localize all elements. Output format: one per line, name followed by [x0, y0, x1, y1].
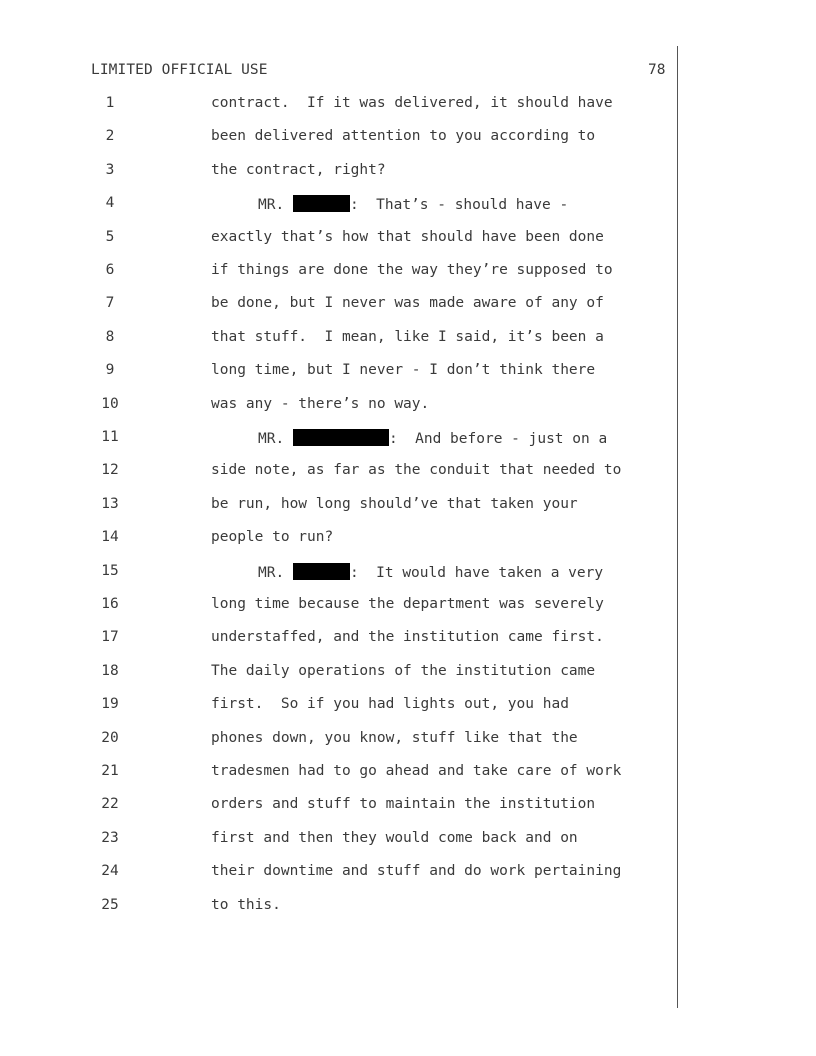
- speaker-prefix: MR.: [258, 564, 285, 581]
- line-text: their downtime and stuff and do work pertaining: [211, 863, 622, 880]
- line-number: 24: [101, 863, 119, 880]
- transcript-line: [0, 295, 816, 317]
- speech-text: : And before - just on a: [388, 431, 608, 447]
- line-text: if things are done the way they’re supposed to: [211, 262, 613, 278]
- line-number: 23: [101, 829, 119, 846]
- line-number: 15: [101, 562, 119, 579]
- line-number: 18: [101, 662, 119, 679]
- line-text: the contract, right?: [211, 161, 386, 178]
- line-text: contract. If it was delivered, it should have: [211, 95, 613, 111]
- line-text: orders and stuff to maintain the institution: [211, 796, 596, 813]
- line-text: be run, how long should’ve that taken your: [211, 495, 578, 512]
- speaker-prefix: MR.: [258, 197, 285, 214]
- transcript-line: [0, 663, 816, 685]
- line-text: was any - there’s no way.: [211, 395, 430, 412]
- transcript-line: [0, 462, 816, 484]
- line-text: people to run?: [211, 529, 334, 546]
- transcript-line: [0, 763, 816, 785]
- line-number: 11: [101, 429, 119, 445]
- line-text: that stuff. I mean, like I said, it’s been a: [211, 328, 604, 345]
- line-text: phones down, you know, stuff like that the: [211, 729, 578, 746]
- transcript-line: [0, 229, 816, 251]
- transcript-line: [0, 897, 816, 919]
- page-number: 78: [648, 62, 666, 78]
- speech-text: : That’s - should have -: [349, 197, 569, 214]
- line-number: 20: [101, 729, 119, 746]
- line-text: The daily operations of the institution came: [211, 662, 596, 679]
- line-number: 9: [105, 362, 115, 379]
- line-number: 19: [101, 696, 119, 713]
- transcript-line: [0, 195, 816, 217]
- transcript-line: [0, 730, 816, 752]
- transcript-line: [0, 529, 816, 551]
- line-text: long time because the department was severely: [211, 596, 604, 612]
- line-text: exactly that’s how that should have been done: [211, 228, 604, 245]
- line-text: to this.: [211, 896, 281, 913]
- line-number: 22: [101, 796, 119, 813]
- speech-text: : It would have taken a very: [349, 564, 604, 581]
- transcript-line: [0, 262, 816, 284]
- line-text: [258, 195, 568, 213]
- line-text: long time, but I never - I don’t think there: [211, 362, 596, 379]
- transcript-line: [0, 496, 816, 518]
- line-number: 12: [101, 462, 119, 479]
- line-number: 8: [105, 328, 115, 345]
- line-number: 6: [105, 262, 115, 278]
- line-text: first and then they would come back and on: [211, 829, 578, 846]
- line-number: 3: [105, 161, 115, 178]
- line-number: 7: [105, 295, 115, 312]
- line-text: understaffed, and the institution came first.: [211, 629, 604, 646]
- line-text: [258, 563, 603, 581]
- redaction-block: [293, 429, 389, 446]
- line-number: 25: [101, 896, 119, 913]
- line-number: 5: [105, 228, 115, 245]
- transcript-line: [0, 329, 816, 351]
- transcript-line: [0, 362, 816, 384]
- line-text: tradesmen had to go ahead and take care of work: [211, 763, 622, 779]
- line-text: first. So if you had lights out, you had: [211, 696, 569, 713]
- line-text: [258, 429, 607, 447]
- transcript-line: [0, 95, 816, 117]
- transcript-line: [0, 796, 816, 818]
- line-text: be done, but I never was made aware of any of: [211, 295, 604, 312]
- transcript-line: [0, 830, 816, 852]
- transcript-line: [0, 563, 816, 585]
- line-text: side note, as far as the conduit that needed to: [211, 462, 622, 479]
- transcript-line: [0, 429, 816, 451]
- transcript-line: [0, 396, 816, 418]
- speaker-prefix: MR.: [258, 431, 285, 447]
- redaction-block: [293, 195, 350, 212]
- line-number: 13: [101, 495, 119, 512]
- line-number: 14: [101, 529, 119, 546]
- line-number: 1: [105, 95, 115, 111]
- transcript-line: [0, 863, 816, 885]
- line-number: 16: [101, 596, 119, 612]
- line-number: 17: [101, 629, 119, 646]
- line-text: been delivered attention to you according to: [211, 128, 596, 145]
- transcript-line: [0, 596, 816, 618]
- page-header-label: LIMITED OFFICIAL USE: [91, 62, 268, 78]
- line-number: 21: [101, 763, 119, 779]
- transcript-line: [0, 696, 816, 718]
- transcript-line: [0, 629, 816, 651]
- transcript-line: [0, 162, 816, 184]
- line-number: 10: [101, 395, 119, 412]
- transcript-line: [0, 128, 816, 150]
- line-number: 4: [105, 195, 115, 212]
- line-number: 2: [105, 128, 115, 145]
- redaction-block: [293, 563, 350, 580]
